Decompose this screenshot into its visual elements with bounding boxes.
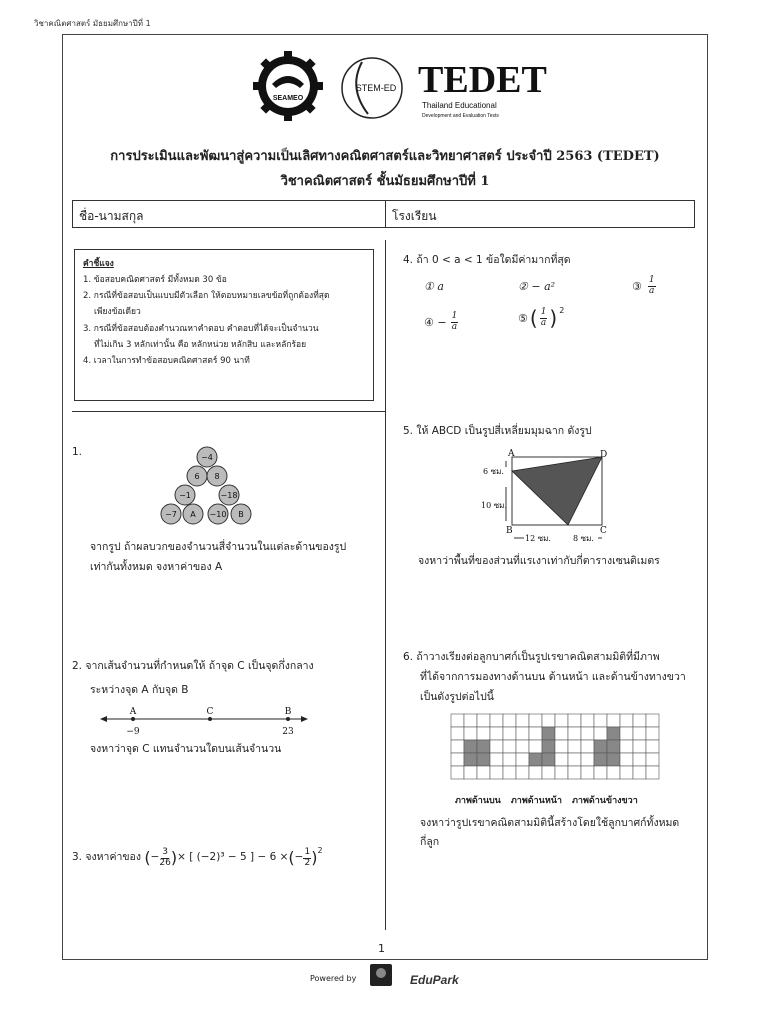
- grid-cell: [490, 766, 503, 779]
- grid-cell: [451, 740, 464, 753]
- minus-sign: −: [294, 851, 304, 864]
- grid-cell: [464, 740, 477, 753]
- logo-area: [250, 48, 547, 128]
- q2-text-line3: จงหาว่าจุด C แทนจำนวนใดบนเส้นจำนวน: [90, 743, 282, 755]
- grid-cell: [555, 727, 568, 740]
- point-label: C: [206, 707, 214, 717]
- grid-cell: [620, 714, 633, 727]
- grid-cell: [503, 753, 516, 766]
- denominator: 2: [304, 857, 311, 868]
- grid-cell: [516, 727, 529, 740]
- ball-label: −18: [220, 491, 238, 500]
- corner-label: C: [600, 526, 607, 536]
- grid-cell: [620, 753, 633, 766]
- grid-cell: [607, 727, 620, 740]
- point-label: B: [284, 707, 292, 717]
- dimension-label: 8 ซม.: [573, 534, 594, 543]
- q6-view-labels: [455, 793, 638, 807]
- grid-cell: [503, 714, 516, 727]
- column-divider: [385, 240, 386, 930]
- grid-cell: [477, 766, 490, 779]
- option-marker: ⑤: [518, 311, 528, 325]
- fraction: [159, 848, 170, 869]
- grid-cell: [607, 714, 620, 727]
- section-separator: [72, 411, 385, 412]
- grid-cell: [490, 714, 503, 727]
- grid-cell: [607, 766, 620, 779]
- instruction-item: ที่ไม่เกิน 3 หลักเท่านั้น คือ หลักหน่วย หลักสิบ และหลักร้อย: [94, 339, 307, 350]
- grid-cell: [529, 766, 542, 779]
- option-marker: ④ −: [424, 315, 447, 329]
- grid-cell: [594, 753, 607, 766]
- exponent: 2: [317, 846, 323, 855]
- ball-label: 8: [214, 472, 220, 481]
- grid-cell: [581, 753, 594, 766]
- grid-cell: [516, 714, 529, 727]
- grid-cell: [646, 740, 659, 753]
- grid-cell: [594, 714, 607, 727]
- grid-cell: [451, 727, 464, 740]
- name-school-box: [72, 200, 695, 228]
- grid-cell: [542, 753, 555, 766]
- grid-cell: [542, 766, 555, 779]
- grid-cell: [451, 753, 464, 766]
- view-label-top: ภาพด้านบน: [455, 796, 501, 806]
- grid-cell: [555, 714, 568, 727]
- grid-cell: [503, 740, 516, 753]
- paren-close: ): [170, 848, 178, 867]
- header-small: วิชาคณิตศาสตร์ มัธยมศึกษาปีที่ 1: [34, 19, 151, 28]
- instruction-item: 1. ข้อสอบคณิตศาสตร์ มีทั้งหมด 30 ข้อ: [83, 275, 227, 286]
- logos: [250, 48, 547, 128]
- ball-label: B: [238, 510, 244, 519]
- dimension-label: 10 ซม.: [481, 501, 507, 510]
- grid-cell: [633, 727, 646, 740]
- q1-number: 1.: [72, 446, 83, 458]
- ball-label: A: [190, 510, 196, 519]
- grid-cell: [568, 753, 581, 766]
- grid-cell: [451, 766, 464, 779]
- instructions-box: [74, 249, 374, 401]
- instruction-item: 2. กรณีที่ข้อสอบเป็นแบบมีตัวเลือก ให้ตอบหมายเลขข้อที่ถูกต้องที่สุด: [83, 291, 330, 302]
- q4-option-1[interactable]: ① a: [424, 280, 444, 293]
- grid-cell: [451, 714, 464, 727]
- numerator: 1: [648, 275, 655, 285]
- paren-open: (: [529, 306, 538, 330]
- page-number: 1: [378, 942, 385, 955]
- q3-expression: [72, 843, 323, 873]
- edupark-logo: EduPark: [410, 973, 459, 987]
- instruction-item: 4. เวลาในการทำข้อสอบคณิตศาสตร์ 90 นาที: [83, 355, 250, 366]
- tedet-sub1: Thailand Educational: [422, 101, 497, 110]
- grid-cell: [594, 766, 607, 779]
- q6-text-line4: จงหาว่ารูปเรขาคณิตสามมิตินี้สร้างโดยใช้ลูกบาศก์ทั้งหมด: [420, 817, 680, 829]
- grid-cell: [490, 727, 503, 740]
- grid-cell: [633, 766, 646, 779]
- grid-cell: [581, 714, 594, 727]
- grid-cell: [477, 727, 490, 740]
- grid-cell: [633, 740, 646, 753]
- grid-cell: [555, 766, 568, 779]
- grid-cell: [633, 714, 646, 727]
- grid-cell: [542, 727, 555, 740]
- grid-cell: [581, 766, 594, 779]
- denominator: a: [540, 317, 547, 328]
- grid-cell: [568, 766, 581, 779]
- paren-open: (: [288, 848, 295, 867]
- grid-cell: [568, 727, 581, 740]
- grid-cell: [607, 753, 620, 766]
- school-field[interactable]: โรงเรียน: [392, 209, 437, 223]
- option-marker: ③: [632, 279, 642, 293]
- dimension-label: 12 ซม.: [525, 534, 551, 543]
- q4-text: 4. ถ้า 0 < a < 1 ข้อใดมีค่ามากที่สุด: [403, 254, 571, 266]
- instruction-item: 3. กรณีที่ข้อสอบต้องคำนวณหาคำตอบ คำตอบที่ได้จะเป็นจำนวน: [83, 323, 319, 334]
- grid-cell: [568, 740, 581, 753]
- grid-cell: [646, 766, 659, 779]
- q5-rectangle-figure: [478, 447, 618, 545]
- grid-cell: [620, 740, 633, 753]
- paren-open: (: [144, 848, 151, 867]
- grid-cell: [529, 714, 542, 727]
- grid-cell: [490, 740, 503, 753]
- ball-label: −1: [179, 491, 191, 500]
- exponent: 2: [559, 306, 565, 315]
- paren-close: ): [549, 306, 558, 330]
- grid-cell: [516, 753, 529, 766]
- exam-title: การประเมินและพัฒนาสู่ความเป็นเลิศทางคณิตศาสตร์และวิทยาศาสตร์ ประจำปี 2563 (TEDET): [110, 149, 660, 164]
- corner-label: D: [600, 450, 608, 460]
- grid-cell: [646, 727, 659, 740]
- denominator: a: [649, 285, 655, 296]
- grid-cell: [581, 727, 594, 740]
- q2-text-line1: 2. จากเส้นจำนวนที่กำหนดให้ ถ้าจุด C เป็นจุดกึ่งกลาง: [72, 660, 314, 672]
- grid-cell: [516, 740, 529, 753]
- grid-cell: [464, 727, 477, 740]
- grid-cell: [477, 740, 490, 753]
- grid-cell: [529, 740, 542, 753]
- q6-views-figure: [450, 713, 662, 791]
- dimension-label: 6 ซม.: [483, 467, 504, 476]
- grid-cell: [477, 753, 490, 766]
- grid-cell: [542, 740, 555, 753]
- grid-cell: [464, 753, 477, 766]
- fraction: [648, 276, 656, 297]
- grid-cell: [516, 766, 529, 779]
- numerator: 1: [304, 846, 311, 857]
- name-field[interactable]: ชื่อ-นามสกุล: [73, 201, 386, 227]
- grid-cell: [529, 753, 542, 766]
- view-label-right: ภาพด้านข้างขวา: [571, 796, 638, 806]
- instructions-title: คำชี้แจง: [83, 259, 114, 269]
- grid-cell: [503, 766, 516, 779]
- ball-label: 6: [194, 472, 200, 481]
- minus-sign: −: [150, 851, 160, 864]
- paren-close: ): [311, 848, 318, 867]
- q4-option-5[interactable]: [518, 306, 564, 330]
- ball-label: −7: [165, 510, 177, 519]
- seameo-logo: [253, 51, 323, 121]
- grid-cell: [464, 766, 477, 779]
- corner-label: B: [506, 526, 513, 536]
- q6-text-line5: กี่ลูก: [420, 836, 440, 848]
- q4-option-4[interactable]: [424, 312, 458, 333]
- corner-label: A: [508, 449, 515, 459]
- footer-logos: [370, 962, 470, 988]
- q6-text-line3: เป็นดังรูปต่อไปนี้: [420, 691, 494, 703]
- denominator: a: [451, 321, 458, 332]
- q2-text-line2: ระหว่างจุด A กับจุด B: [90, 684, 189, 696]
- q1-triangle-figure: [155, 445, 265, 527]
- q3-middle: × [ (−2)³ − 5 ] − 6 ×: [177, 851, 289, 864]
- fraction: [303, 848, 311, 869]
- q3-prefix: 3. จงหาค่าของ: [72, 851, 141, 864]
- grid-cell: [490, 753, 503, 766]
- grid-cell: [542, 714, 555, 727]
- view-label-front: ภาพด้านหน้า: [510, 796, 562, 806]
- grid-cell: [581, 740, 594, 753]
- q1-text-line1: จากรูป ถ้าผลบวกของจำนวนสี่จำนวนในแต่ละด้านของรูป: [90, 541, 347, 553]
- point-value: 23: [282, 727, 294, 737]
- fraction: [540, 308, 548, 329]
- grid-cell: [594, 727, 607, 740]
- exam-subtitle: วิชาคณิตศาสตร์ ชั้นมัธยมศึกษาปีที่ 1: [280, 174, 490, 189]
- grid-cell: [646, 753, 659, 766]
- grid-cell: [555, 753, 568, 766]
- numerator: 1: [540, 306, 547, 317]
- grid-cell: [555, 740, 568, 753]
- grid-cell: [503, 727, 516, 740]
- grid-cell: [529, 727, 542, 740]
- grid-cell: [620, 727, 633, 740]
- q2-number-line: [100, 703, 310, 739]
- q5-text-line2: จงหาว่าพื้นที่ของส่วนที่แรเงาเท่ากับกี่ตารางเซนติเมตร: [418, 555, 660, 567]
- stem-ed-text: STEM-ED: [355, 83, 397, 93]
- q1-text-line2: เท่ากันทั้งหมด จงหาค่าของ A: [90, 561, 223, 573]
- instruction-item: เพียงข้อเดียว: [94, 307, 141, 318]
- denominator: 26: [159, 857, 171, 868]
- ball-label: −10: [209, 510, 227, 519]
- grid-cell: [568, 714, 581, 727]
- q6-text-line1: 6. ถ้าวางเรียงต่อลูกบาศก์เป็นรูปเรขาคณิตสามมิติที่มีภาพ: [403, 651, 660, 663]
- point-label: A: [129, 707, 137, 717]
- grid-cell: [633, 753, 646, 766]
- tedet-sub2: Development and Evaluation Tests: [422, 113, 499, 119]
- q4-option-3[interactable]: [632, 276, 656, 297]
- q6-text-line2: ที่ได้จากการมองทางด้านบน ด้านหน้า และด้านข้างทางขวา: [420, 671, 686, 683]
- grid-cell: [646, 714, 659, 727]
- fraction: [451, 312, 459, 333]
- q4-option-2[interactable]: ② − a²: [518, 280, 556, 293]
- seameo-text: SEAMEO: [272, 95, 304, 102]
- point-value: −9: [126, 727, 140, 737]
- numerator: 1: [451, 311, 458, 321]
- q5-text: 5. ให้ ABCD เป็นรูปสี่เหลี่ยมมุมฉาก ดังรูป: [403, 425, 592, 437]
- numerator: 3: [162, 846, 168, 857]
- grid-cell: [464, 714, 477, 727]
- powered-by: Powered by: [310, 974, 357, 983]
- grid-cell: [607, 740, 620, 753]
- stem-ed-logo: [342, 58, 402, 118]
- grid-cell: [620, 766, 633, 779]
- grid-cell: [477, 714, 490, 727]
- grid-cell: [594, 740, 607, 753]
- ball-label: −4: [201, 453, 213, 462]
- tedet-text: TEDET: [418, 59, 547, 101]
